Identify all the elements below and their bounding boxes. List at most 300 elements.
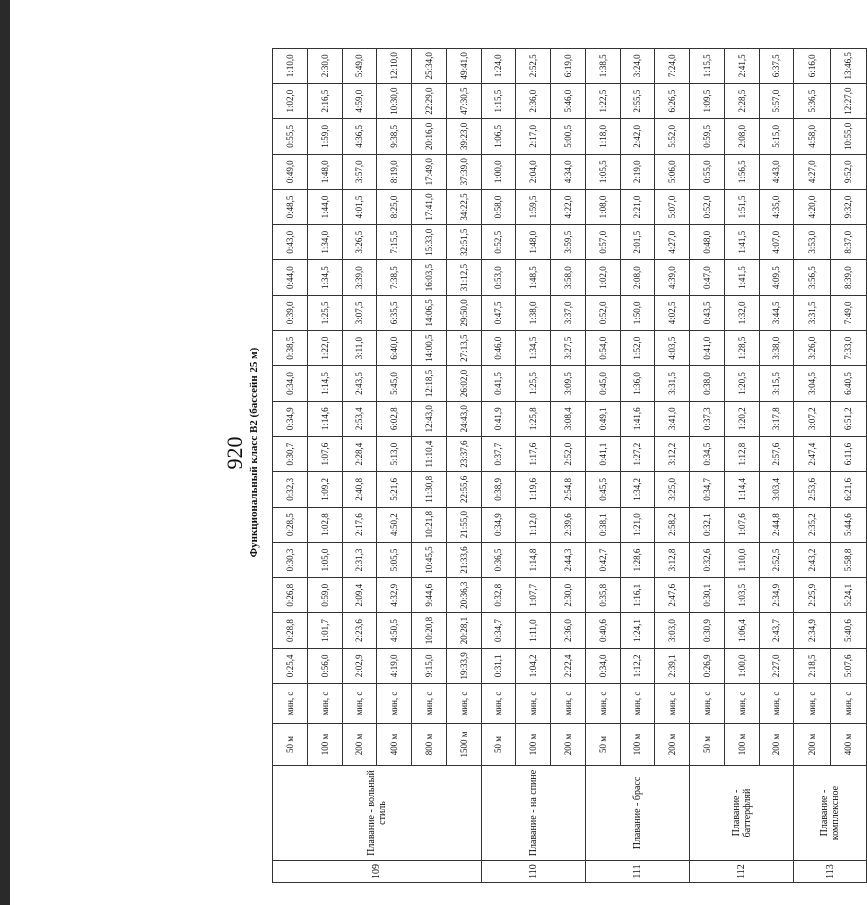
time-value-cell: 5:49,0: [342, 48, 377, 83]
time-value-cell: 5:46,0: [551, 83, 586, 118]
time-value-cell: 1:00,0: [481, 154, 516, 189]
time-value-cell: 1:09,5: [690, 83, 725, 118]
distance-cell: 100 м: [724, 724, 759, 766]
distance-cell: 200 м: [655, 724, 690, 766]
time-value-cell: 1:19,6: [516, 472, 551, 507]
time-value-cell: 12:10,0: [377, 48, 412, 83]
time-value-cell: 2:09,4: [342, 578, 377, 613]
time-value-cell: 3:57,0: [342, 154, 377, 189]
unit-cell: мин, с: [307, 684, 342, 724]
time-value-cell: 0:26,8: [273, 578, 308, 613]
discipline-name: Плавание - на спине: [481, 766, 585, 861]
time-value-cell: 0:32,1: [690, 507, 725, 542]
time-value-cell: 1:04,2: [516, 648, 551, 683]
time-value-cell: 0:32,6: [690, 542, 725, 577]
time-value-cell: 1:25,5: [516, 366, 551, 401]
time-value-cell: 2:18,5: [794, 648, 830, 683]
time-value-cell: 3:09,5: [551, 366, 586, 401]
time-value-cell: 0:35,8: [585, 578, 620, 613]
time-value-cell: 6:11,6: [830, 436, 866, 471]
time-value-cell: 1:41,6: [620, 401, 655, 436]
time-value-cell: 2:08,0: [620, 260, 655, 295]
time-value-cell: 23:37,6: [446, 436, 481, 471]
table-row: [585, 48, 620, 882]
distance-cell: 200 м: [342, 724, 377, 766]
time-value-cell: 3:17,8: [759, 401, 794, 436]
time-value-cell: 1:18,0: [585, 119, 620, 154]
event-number: 109: [273, 861, 482, 883]
time-value-cell: 1:28,5: [724, 331, 759, 366]
unit-cell: мин, с: [655, 684, 690, 724]
time-value-cell: 3:26,0: [794, 331, 830, 366]
time-value-cell: 4:50,5: [377, 613, 412, 648]
time-value-cell: 8:37,0: [830, 225, 866, 260]
time-value-cell: 3:56,5: [794, 260, 830, 295]
time-value-cell: 2:17,0: [516, 119, 551, 154]
unit-cell: мин, с: [690, 684, 725, 724]
time-value-cell: 1:32,0: [724, 295, 759, 330]
time-value-cell: 0:32,8: [481, 578, 516, 613]
time-value-cell: 0:55,5: [273, 119, 308, 154]
time-value-cell: 0:41,9: [481, 401, 516, 436]
time-value-cell: 0:38,9: [481, 472, 516, 507]
time-value-cell: 0:30,7: [273, 436, 308, 471]
time-value-cell: 6:51,2: [830, 401, 866, 436]
time-value-cell: 2:47,4: [794, 436, 830, 471]
time-value-cell: 0:30,1: [690, 578, 725, 613]
time-value-cell: 10:21,8: [412, 507, 447, 542]
event-number: 110: [481, 861, 585, 883]
table-row: [516, 48, 551, 882]
time-value-cell: 20:16,0: [412, 119, 447, 154]
time-value-cell: 2:17,6: [342, 507, 377, 542]
time-value-cell: 1:44,0: [307, 189, 342, 224]
time-value-cell: 0:32,3: [273, 472, 308, 507]
table-row: [307, 48, 342, 882]
time-value-cell: 4:58,0: [794, 119, 830, 154]
time-value-cell: 0:36,5: [481, 542, 516, 577]
time-value-cell: 5:40,6: [830, 613, 866, 648]
time-value-cell: 2:52,0: [551, 436, 586, 471]
time-value-cell: 2:54,8: [551, 472, 586, 507]
time-value-cell: 49:41,0: [446, 48, 481, 83]
table-row: [724, 48, 759, 882]
time-value-cell: 2:58,2: [655, 507, 690, 542]
time-value-cell: 17:41,0: [412, 189, 447, 224]
time-value-cell: 0:41,1: [585, 436, 620, 471]
time-value-cell: 1:38,0: [516, 295, 551, 330]
time-value-cell: 2:30,0: [551, 578, 586, 613]
time-value-cell: 0:34,7: [481, 613, 516, 648]
time-value-cell: 4:07,0: [759, 225, 794, 260]
distance-cell: 50 м: [690, 724, 725, 766]
time-value-cell: 3:03,0: [655, 613, 690, 648]
time-value-cell: 0:43,0: [273, 225, 308, 260]
time-value-cell: 4:03,5: [655, 331, 690, 366]
time-value-cell: 8:39,0: [830, 260, 866, 295]
time-value-cell: 4:20,0: [794, 189, 830, 224]
distance-cell: 800 м: [412, 724, 447, 766]
time-value-cell: 2:16,5: [307, 83, 342, 118]
time-value-cell: 22:55,6: [446, 472, 481, 507]
time-value-cell: 0:38,5: [273, 331, 308, 366]
time-value-cell: 2:39,1: [655, 648, 690, 683]
time-value-cell: 4:36,5: [342, 119, 377, 154]
time-value-cell: 1:48,0: [516, 225, 551, 260]
distance-cell: 50 м: [585, 724, 620, 766]
time-value-cell: 2:39,6: [551, 507, 586, 542]
time-value-cell: 0:47,5: [481, 295, 516, 330]
time-value-cell: 1:38,5: [585, 48, 620, 83]
unit-cell: мин, с: [794, 684, 830, 724]
table-row: [446, 48, 481, 882]
time-value-cell: 21:33,6: [446, 542, 481, 577]
time-value-cell: 5:36,5: [794, 83, 830, 118]
time-value-cell: 0:26,9: [690, 648, 725, 683]
time-value-cell: 24:43,0: [446, 401, 481, 436]
time-value-cell: 1:07,7: [516, 578, 551, 613]
distance-cell: 200 м: [551, 724, 586, 766]
time-value-cell: 0:45,5: [585, 472, 620, 507]
time-value-cell: 1:22,5: [585, 83, 620, 118]
time-value-cell: 1:12,2: [620, 648, 655, 683]
time-value-cell: 3:41,0: [655, 401, 690, 436]
time-value-cell: 0:34,0: [585, 648, 620, 683]
time-value-cell: 2:28,5: [724, 83, 759, 118]
time-value-cell: 3:07,5: [342, 295, 377, 330]
unit-cell: мин, с: [516, 684, 551, 724]
time-value-cell: 4:35,0: [759, 189, 794, 224]
time-value-cell: 2:36,0: [551, 613, 586, 648]
time-value-cell: 1:27,2: [620, 436, 655, 471]
time-value-cell: 1:10,0: [273, 48, 308, 83]
time-value-cell: 5:57,0: [759, 83, 794, 118]
time-value-cell: 3:37,0: [551, 295, 586, 330]
time-value-cell: 1:12,8: [724, 436, 759, 471]
distance-cell: 400 м: [377, 724, 412, 766]
time-value-cell: 2:28,4: [342, 436, 377, 471]
time-value-cell: 7:15,5: [377, 225, 412, 260]
time-value-cell: 1:16,1: [620, 578, 655, 613]
distance-cell: 200 м: [794, 724, 830, 766]
time-value-cell: 0:48,0: [690, 225, 725, 260]
time-value-cell: 3:38,0: [759, 331, 794, 366]
table-row: [794, 48, 830, 882]
time-value-cell: 4:09,5: [759, 260, 794, 295]
table-row: [759, 48, 794, 882]
time-value-cell: 3:15,5: [759, 366, 794, 401]
time-value-cell: 8:25,0: [377, 189, 412, 224]
time-value-cell: 1:14,6: [307, 401, 342, 436]
time-value-cell: 0:54,0: [585, 331, 620, 366]
time-value-cell: 11:30,8: [412, 472, 447, 507]
time-value-cell: 2:23,6: [342, 613, 377, 648]
time-value-cell: 3:31,5: [655, 366, 690, 401]
time-value-cell: 9:44,6: [412, 578, 447, 613]
table-row: [690, 48, 725, 882]
time-value-cell: 29:50,0: [446, 295, 481, 330]
time-value-cell: 20:36,3: [446, 578, 481, 613]
time-value-cell: 2:01,5: [620, 225, 655, 260]
time-value-cell: 2:44,3: [551, 542, 586, 577]
time-value-cell: 1:08,0: [585, 189, 620, 224]
time-value-cell: 9:32,0: [830, 189, 866, 224]
unit-cell: мин, с: [620, 684, 655, 724]
time-value-cell: 1:24,0: [481, 48, 516, 83]
time-value-cell: 15:33,0: [412, 225, 447, 260]
time-value-cell: 0:39,0: [273, 295, 308, 330]
time-value-cell: 0:58,0: [481, 189, 516, 224]
unit-cell: мин, с: [830, 684, 866, 724]
time-value-cell: 0:28,5: [273, 507, 308, 542]
time-value-cell: 0:25,4: [273, 648, 308, 683]
table-row: [342, 48, 377, 882]
time-value-cell: 4:39,0: [655, 260, 690, 295]
time-value-cell: 10:45,5: [412, 542, 447, 577]
time-value-cell: 5:06,0: [655, 154, 690, 189]
event-number: 113: [794, 861, 867, 883]
time-value-cell: 6:26,5: [655, 83, 690, 118]
time-value-cell: 12:18,5: [412, 366, 447, 401]
time-value-cell: 1:41,5: [724, 225, 759, 260]
time-value-cell: 1:59,5: [516, 189, 551, 224]
time-value-cell: 6:16,0: [794, 48, 830, 83]
time-value-cell: 0:38,1: [585, 507, 620, 542]
distance-cell: 100 м: [307, 724, 342, 766]
time-value-cell: 2:53,4: [342, 401, 377, 436]
time-value-cell: 1:24,1: [620, 613, 655, 648]
time-value-cell: 1:14,4: [724, 472, 759, 507]
time-value-cell: 6:35,5: [377, 295, 412, 330]
time-value-cell: 6:40,5: [830, 366, 866, 401]
distance-cell: 200 м: [759, 724, 794, 766]
time-value-cell: 0:49,1: [585, 401, 620, 436]
time-value-cell: 9:38,5: [377, 119, 412, 154]
time-value-cell: 4:27,0: [794, 154, 830, 189]
time-value-cell: 2:40,8: [342, 472, 377, 507]
time-value-cell: 1:41,5: [724, 260, 759, 295]
time-value-cell: 0:57,0: [585, 225, 620, 260]
page-number: 920: [222, 436, 247, 470]
time-value-cell: 5:00,5: [551, 119, 586, 154]
time-value-cell: 0:52,0: [585, 295, 620, 330]
time-value-cell: 3:27,5: [551, 331, 586, 366]
time-value-cell: 4:02,5: [655, 295, 690, 330]
time-value-cell: 0:56,0: [307, 648, 342, 683]
table-row: [830, 48, 866, 882]
time-value-cell: 47:30,5: [446, 83, 481, 118]
table-row: [377, 48, 412, 882]
time-value-cell: 0:34,0: [273, 366, 308, 401]
time-value-cell: 2:47,6: [655, 578, 690, 613]
time-value-cell: 14:06,5: [412, 295, 447, 330]
time-value-cell: 1:10,0: [724, 542, 759, 577]
time-value-cell: 5:07,0: [655, 189, 690, 224]
discipline-name: Плавание - брасс: [585, 766, 689, 861]
unit-cell: мин, с: [412, 684, 447, 724]
time-value-cell: 1:25,8: [516, 401, 551, 436]
time-value-cell: 1:02,8: [307, 507, 342, 542]
time-value-cell: 5:13,0: [377, 436, 412, 471]
distance-cell: 1500 м: [446, 724, 481, 766]
time-value-cell: 2:19,0: [620, 154, 655, 189]
unit-cell: мин, с: [273, 684, 308, 724]
time-value-cell: 0:49,0: [273, 154, 308, 189]
time-value-cell: 3:12,2: [655, 436, 690, 471]
time-value-cell: 0:37,7: [481, 436, 516, 471]
time-value-cell: 1:34,5: [516, 331, 551, 366]
discipline-name: Плавание - вольный стиль: [273, 766, 482, 861]
time-value-cell: 0:34,5: [690, 436, 725, 471]
time-value-cell: 0:53,0: [481, 260, 516, 295]
distance-cell: 50 м: [481, 724, 516, 766]
time-value-cell: 2:21,0: [620, 189, 655, 224]
time-value-cell: 1:05,5: [585, 154, 620, 189]
time-value-cell: 2:52,5: [516, 48, 551, 83]
time-value-cell: 6:19,0: [551, 48, 586, 83]
time-value-cell: 2:43,7: [759, 613, 794, 648]
time-value-cell: 1:06,4: [724, 613, 759, 648]
time-value-cell: 1:52,0: [620, 331, 655, 366]
time-value-cell: 7:24,0: [655, 48, 690, 83]
time-value-cell: 2:55,5: [620, 83, 655, 118]
time-value-cell: 1:02,0: [585, 260, 620, 295]
time-value-cell: 0:45,0: [585, 366, 620, 401]
time-value-cell: 0:52,5: [481, 225, 516, 260]
time-value-cell: 4:22,0: [551, 189, 586, 224]
time-value-cell: 2:31,3: [342, 542, 377, 577]
time-value-cell: 0:48,5: [273, 189, 308, 224]
time-value-cell: 3:25,0: [655, 472, 690, 507]
time-value-cell: 0:41,5: [481, 366, 516, 401]
table-row: [481, 48, 516, 882]
time-value-cell: 6:02,8: [377, 401, 412, 436]
table-row: [412, 48, 447, 882]
time-value-cell: 5:52,0: [655, 119, 690, 154]
unit-cell: мин, с: [342, 684, 377, 724]
time-value-cell: 31:12,5: [446, 260, 481, 295]
time-value-cell: 6:21,6: [830, 472, 866, 507]
time-value-cell: 1:05,0: [307, 542, 342, 577]
time-value-cell: 17:49,0: [412, 154, 447, 189]
time-value-cell: 3:24,0: [620, 48, 655, 83]
time-value-cell: 3:11,0: [342, 331, 377, 366]
time-value-cell: 0:34,9: [481, 507, 516, 542]
time-value-cell: 7:49,0: [830, 295, 866, 330]
table-row: [655, 48, 690, 882]
time-value-cell: 1:22,0: [307, 331, 342, 366]
time-value-cell: 0:30,9: [690, 613, 725, 648]
time-value-cell: 1:48,0: [307, 154, 342, 189]
unit-cell: мин, с: [446, 684, 481, 724]
time-value-cell: 9:52,0: [830, 154, 866, 189]
standards-table: [272, 48, 867, 883]
unit-cell: мин, с: [481, 684, 516, 724]
table-row: [551, 48, 586, 882]
time-value-cell: 3:07,2: [794, 401, 830, 436]
time-value-cell: 0:59,5: [690, 119, 725, 154]
table-title: Функциональный класс В2 (бассейн 25 м): [248, 347, 260, 558]
time-value-cell: 2:42,0: [620, 119, 655, 154]
time-value-cell: 27:13,5: [446, 331, 481, 366]
time-value-cell: 3:39,0: [342, 260, 377, 295]
time-value-cell: 1:48,5: [516, 260, 551, 295]
time-value-cell: 0:30,3: [273, 542, 308, 577]
time-value-cell: 3:26,5: [342, 225, 377, 260]
time-value-cell: 3:44,5: [759, 295, 794, 330]
time-value-cell: 1:12,0: [516, 507, 551, 542]
time-value-cell: 10:55,0: [830, 119, 866, 154]
time-value-cell: 2:43,2: [794, 542, 830, 577]
table-row: [620, 48, 655, 882]
time-value-cell: 1:15,5: [481, 83, 516, 118]
time-value-cell: 3:53,0: [794, 225, 830, 260]
distance-cell: 100 м: [620, 724, 655, 766]
time-value-cell: 1:11,0: [516, 613, 551, 648]
time-value-cell: 1:25,5: [307, 295, 342, 330]
time-value-cell: 2:27,0: [759, 648, 794, 683]
time-value-cell: 0:55,0: [690, 154, 725, 189]
time-value-cell: 1:14,8: [516, 542, 551, 577]
time-value-cell: 0:43,5: [690, 295, 725, 330]
time-value-cell: 0:38,0: [690, 366, 725, 401]
time-value-cell: 2:41,5: [724, 48, 759, 83]
time-value-cell: 0:42,7: [585, 542, 620, 577]
time-value-cell: 10:20,8: [412, 613, 447, 648]
time-value-cell: 34:22,5: [446, 189, 481, 224]
time-value-cell: 3:04,5: [794, 366, 830, 401]
time-value-cell: 1:21,0: [620, 507, 655, 542]
discipline-name: Плавание - баттерфляй: [690, 766, 794, 861]
unit-cell: мин, с: [377, 684, 412, 724]
time-value-cell: 1:06,5: [481, 119, 516, 154]
time-value-cell: 1:20,2: [724, 401, 759, 436]
time-value-cell: 4:27,0: [655, 225, 690, 260]
time-value-cell: 16:03,5: [412, 260, 447, 295]
time-value-cell: 1:03,5: [724, 578, 759, 613]
time-value-cell: 4:01,5: [342, 189, 377, 224]
time-value-cell: 3:59,5: [551, 225, 586, 260]
time-value-cell: 25:34,0: [412, 48, 447, 83]
time-value-cell: 4:32,9: [377, 578, 412, 613]
time-value-cell: 3:03,4: [759, 472, 794, 507]
time-value-cell: 7:38,5: [377, 260, 412, 295]
time-value-cell: 4:34,0: [551, 154, 586, 189]
time-value-cell: 5:24,1: [830, 578, 866, 613]
time-value-cell: 1:14,5: [307, 366, 342, 401]
time-value-cell: 5:58,8: [830, 542, 866, 577]
time-value-cell: 2:52,5: [759, 542, 794, 577]
time-value-cell: 2:34,9: [759, 578, 794, 613]
unit-cell: мин, с: [759, 684, 794, 724]
time-value-cell: 2:57,6: [759, 436, 794, 471]
time-value-cell: 1:36,0: [620, 366, 655, 401]
time-value-cell: 22:29,0: [412, 83, 447, 118]
time-value-cell: 19:33,9: [446, 648, 481, 683]
time-value-cell: 4:50,2: [377, 507, 412, 542]
time-value-cell: 0:31,1: [481, 648, 516, 683]
time-value-cell: 1:20,5: [724, 366, 759, 401]
unit-cell: мин, с: [724, 684, 759, 724]
time-value-cell: 12:27,0: [830, 83, 866, 118]
time-value-cell: 0:47,0: [690, 260, 725, 295]
time-value-cell: 5:21,6: [377, 472, 412, 507]
time-value-cell: 1:07,6: [724, 507, 759, 542]
time-value-cell: 3:31,5: [794, 295, 830, 330]
time-value-cell: 1:00,0: [724, 648, 759, 683]
event-number: 111: [585, 861, 689, 883]
time-value-cell: 1:56,5: [724, 154, 759, 189]
